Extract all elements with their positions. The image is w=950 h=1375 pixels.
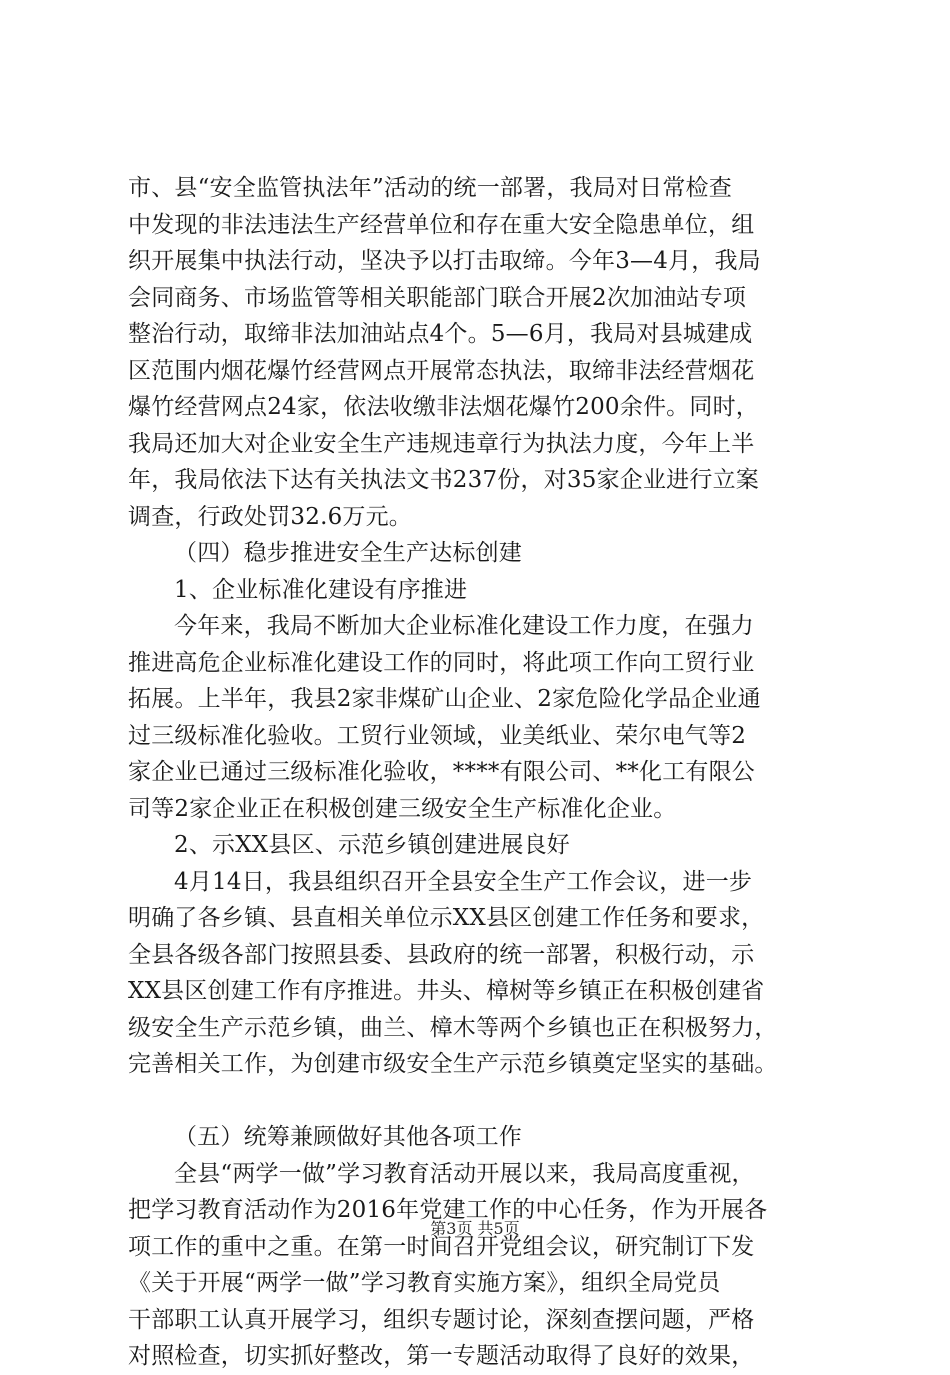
heading-line: （四）稳步推进安全生产达标创建 [174,540,522,566]
text-line: 级安全生产示范乡镇，曲兰、樟木等两个乡镇也正在积极努力， [128,1014,778,1041]
text-line: 全县各级各部门按照县委、县政府的统一部署，积极行动，示 [128,941,755,968]
text-line: 4月14日，我县组织召开全县安全生产工作会议，进一步 [174,868,753,895]
text-line: 《关于开展“两学一做”学习教育实施方案》，组织全局党员 [128,1270,721,1296]
subsection-heading [128,572,828,609]
section-heading [128,535,828,572]
text-line: 会同商务、市场监管等相关职能部门联合开展2次加油站专项 [128,284,747,311]
paragraph [128,608,828,827]
heading-line: 1、企业标准化建设有序推进 [174,576,468,603]
text-line: 明确了各乡镇、县直相关单位示XX县区创建工作任务和要求， [128,905,765,931]
section-heading [128,1119,828,1156]
text-line: 市、县“安全监管执法年”活动的统一部署，我局对日常检查 [128,175,732,201]
text-line: 区范围内烟花爆竹经营网点开展常态执法，取缔非法经营烟花 [128,357,755,384]
text-line: 调查，行政处罚32.6万元。 [128,503,413,530]
text-line: 中发现的非法违法生产经营单位和存在重大安全隐患单位，组 [128,211,755,238]
text-line: 把学习教育活动作为2016年党建工作的中心任务，作为开展各 [128,1197,768,1223]
text-line: 司等2家企业正在积极创建三级安全生产标准化企业。 [128,795,677,822]
paragraph [128,1156,828,1375]
text-line: 推进高危企业标准化建设工作的同时，将此项工作向工贸行业 [128,649,755,676]
heading-line: （五）统筹兼顾做好其他各项工作 [174,1124,522,1150]
text-line: 干部职工认真开展学习，组织专题讨论，深刻查摆问题，严格 [128,1306,755,1333]
text-line: 爆竹经营网点24家，依法收缴非法烟花爆竹200余件。同时， [128,394,759,420]
text-line: 完善相关工作，为创建市级安全生产示范乡镇奠定坚实的基础。 [128,1051,778,1077]
heading-line: 2、示XX县区、示范乡镇创建进展良好 [174,832,570,858]
text-line: 整治行动，取缔非法加油站点4个。5—6月，我局对县城建成 [128,321,753,347]
text-line: 织开展集中执法行动，坚决予以打击取缔。今年3—4月，我局 [128,248,761,274]
text-line: 项工作的重中之重。在第一时间召开党组会议，研究制订下发 [128,1233,755,1260]
text-line: 全县“两学一做”学习教育活动开展以来，我局高度重视， [174,1160,755,1187]
text-line: 过三级标准化验收。工贸行业领域，业美纸业、荣尔电气等2 [128,722,747,749]
text-line: 对照检查，切实抓好整改，第一专题活动取得了良好的效果， [128,1343,755,1369]
text-line: 年，我局依法下达有关执法文书237份，对35家企业进行立案 [128,467,759,493]
text-line: 拓展。上半年，我县2家非煤矿山企业、2家危险化学品企业通 [128,686,761,712]
text-line: 今年来，我局不断加大企业标准化建设工作力度，在强力 [174,613,754,639]
page-footer [0,1216,950,1239]
blank-line [128,1083,828,1120]
text-line: XX县区创建工作有序推进。井头、樟树等乡镇正在积极创建省 [128,978,765,1004]
paragraph [128,170,828,535]
document-body [128,170,828,1375]
page-number-label: 第3页 共5页 [430,1219,520,1238]
text-line: 我局还加大对企业安全生产违规违章行为执法力度，今年上半 [128,430,755,457]
subsection-heading [128,827,828,864]
paragraph [128,864,828,1083]
text-line: 家企业已通过三级标准化验收，****有限公司、**化工有限公 [128,759,755,785]
